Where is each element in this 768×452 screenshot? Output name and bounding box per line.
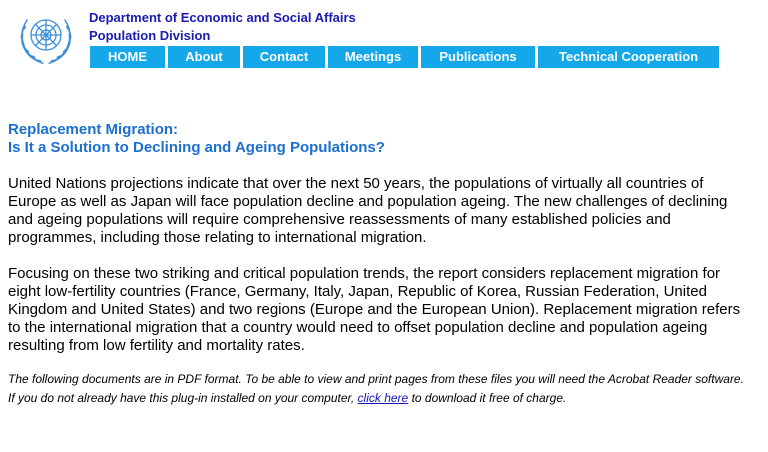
main-content <box>8 121 748 408</box>
nav-technical-cooperation[interactable]: Technical Cooperation <box>538 46 719 68</box>
pdf-note <box>8 370 748 408</box>
page-title <box>8 121 748 157</box>
nav-about[interactable]: About <box>168 46 240 68</box>
nav-home[interactable]: HOME <box>90 46 165 68</box>
nav-meetings[interactable]: Meetings <box>328 46 418 68</box>
nav-publications[interactable]: Publications <box>421 46 535 68</box>
pdf-note-text-end: to download it free of charge. <box>408 391 567 405</box>
intro-paragraph: United Nations projections indicate that over the next 50 years, the populations of virtually all countries of Europe as well as Japan will face population decline and population ageing. The new challenges of declining and ageing populations will require comprehensive reassessments of many established policies and programmes, including those relating to international migration. <box>8 175 728 246</box>
detail-paragraph: Focusing on these two striking and critical population trends, the report considers replacement migration for eight low-fertility countries (France, Germany, Italy, Japan, Republic of Korea, Russian Federation, United Kingdom and United States) and two regions (Europe and the European Union). Replacement migration refers to the international migration that a country would need to offset population decline and population ageing resulting from low fertility and mortality rates. <box>8 265 741 354</box>
division-name: Population Division <box>89 28 211 43</box>
main-nav <box>90 46 719 68</box>
department-name: Department of Economic and Social Affairs <box>89 10 356 25</box>
page-title-line1: Replacement Migration: <box>8 121 179 138</box>
un-emblem-icon[interactable] <box>15 8 77 70</box>
nav-contact[interactable]: Contact <box>243 46 325 68</box>
pdf-note-text: The following documents are in PDF format. To be able to view and print pages from these files you will need the Acrobat Reader software. If you do not already have this plug-in installed on your computer, <box>8 372 744 405</box>
org-header <box>89 9 356 45</box>
acrobat-download-link[interactable]: click here <box>357 391 409 405</box>
page-title-line2: Is It a Solution to Declining and Ageing Populations? <box>8 139 385 156</box>
